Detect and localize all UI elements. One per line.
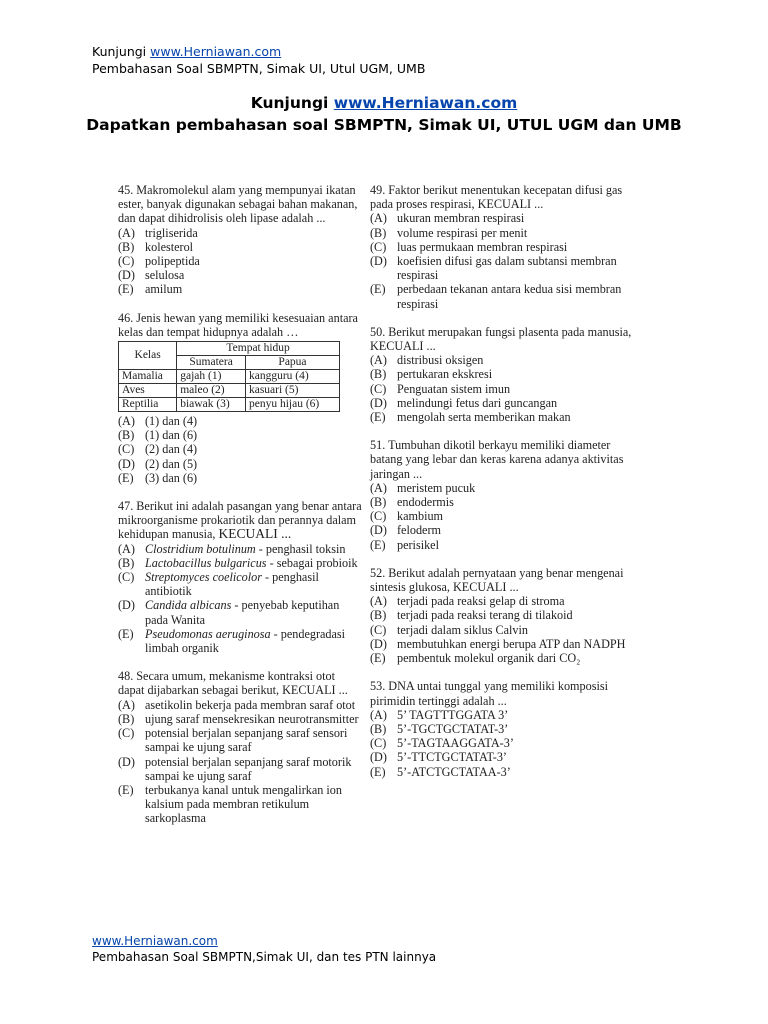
options-list	[370, 481, 640, 552]
option-letter: (A)	[118, 414, 135, 429]
option-text: 5’-ATCTGCTATAA-3’	[397, 764, 511, 779]
option-text: polipeptida	[145, 254, 200, 269]
option-letter: (E)	[370, 537, 386, 552]
answer-option	[370, 396, 640, 410]
answer-option	[118, 783, 363, 826]
footer-site-line	[92, 933, 218, 949]
option-text: terjadi dalam siklus Calvin	[397, 622, 528, 637]
option-text: (1) dan (6)	[145, 428, 198, 443]
option-text: asetikolin bekerja pada membran saraf otot	[145, 697, 356, 712]
option-text: pembentuk molekul organik dari CO₂	[397, 651, 581, 666]
options-list	[118, 414, 363, 485]
header-visit-label: Kunjungi	[92, 44, 147, 59]
option-letter: (C)	[118, 254, 135, 269]
answer-option	[370, 750, 640, 764]
option-text: (1) dan (4)	[145, 414, 198, 429]
species-name: Pseudomonas aeruginosa	[145, 626, 271, 641]
option-letter: (E)	[370, 764, 386, 779]
question-stem: 50. Berikut merupakan fungsi plasenta pada manusia, KECUALI ...	[370, 324, 632, 354]
option-text: melindungi fetus dari guncangan	[397, 395, 558, 410]
title-line2: Dapatkan pembahasan soal SBMPTN, Simak UI, UTUL UGM dan UMB	[86, 116, 682, 134]
option-text: perbedaan tekanan antara kedua sisi membran respirasi	[397, 282, 622, 311]
answer-option	[118, 471, 363, 485]
option-role: - penghasil antibiotik	[145, 570, 319, 599]
option-letter: (C)	[118, 726, 135, 741]
option-text: terjadi pada reaksi gelap di stroma	[397, 594, 565, 609]
question-53	[370, 679, 640, 778]
habitat-table	[118, 341, 340, 412]
answer-option	[118, 457, 363, 471]
answer-option	[370, 523, 640, 537]
option-text: selulosa	[145, 268, 185, 283]
option-role: - sebagai probioik	[266, 555, 358, 570]
question-52	[370, 566, 640, 665]
option-text: terjadi pada reaksi terang di tilakoid	[397, 608, 573, 623]
answer-option	[370, 367, 640, 381]
option-text	[145, 542, 363, 556]
option-text: luas permukaan membran respirasi	[397, 239, 568, 254]
option-text: 5’ TAGTTTGGATA 3’	[397, 707, 509, 722]
question-number: 46.	[118, 310, 134, 325]
option-text: distribusi oksigen	[397, 353, 484, 368]
answer-option	[118, 570, 363, 598]
option-text: perisikel	[397, 537, 439, 552]
option-letter: (C)	[370, 239, 387, 254]
question-number: 47.	[118, 499, 134, 514]
question-number: 52.	[370, 565, 386, 580]
option-letter: (B)	[370, 367, 387, 382]
option-role: - penyebab keputihan pada Wanita	[145, 598, 340, 627]
table-row: Reptilia biawak (3) penyu hijau (6)	[119, 398, 340, 412]
option-letter: (C)	[118, 442, 135, 457]
answer-option	[370, 382, 640, 396]
option-text: ukuran membran respirasi	[397, 211, 525, 226]
option-text: mengolah serta memberikan makan	[397, 410, 571, 425]
question-47	[118, 499, 363, 655]
option-text: Penguatan sistem imun	[397, 381, 511, 396]
option-text: (3) dan (6)	[145, 470, 198, 485]
option-letter: (B)	[370, 495, 387, 510]
question-stem: 46. Jenis hewan yang memiliki kesesuaian antara kelas dan tempat hidupnya adalah …	[118, 310, 358, 339]
option-text: trigliserida	[145, 225, 198, 240]
answer-option	[370, 722, 640, 736]
question-48	[118, 669, 363, 825]
options-list	[370, 708, 640, 779]
answer-option	[118, 712, 363, 726]
option-letter: (C)	[370, 736, 387, 751]
question-51	[370, 438, 640, 552]
answer-option	[370, 608, 640, 622]
option-letter: (A)	[118, 541, 135, 556]
species-name: Clostridium botulinum	[145, 541, 256, 556]
option-text: 5’-TGCTGCTATAT-3’	[397, 721, 509, 736]
options-list	[370, 211, 640, 310]
answer-option	[118, 254, 363, 268]
option-letter: (C)	[370, 509, 387, 524]
answer-option	[370, 736, 640, 750]
question-46	[118, 311, 363, 485]
option-letter: (A)	[118, 225, 135, 240]
question-number: 45.	[118, 183, 134, 197]
option-letter: (D)	[118, 456, 135, 471]
option-letter: (E)	[118, 282, 134, 297]
option-letter: (B)	[118, 428, 135, 443]
option-text: kolesterol	[145, 239, 194, 254]
option-letter: (A)	[370, 353, 387, 368]
footer-text: Pembahasan Soal SBMPTN,Simak UI, dan tes PTN lainnya	[92, 950, 437, 964]
answer-option	[118, 598, 363, 626]
question-number: 53.	[370, 679, 386, 694]
header-subtitle: Pembahasan Soal SBMPTN, Simak UI, Utul UGM, UMB	[92, 61, 426, 76]
question-50	[370, 325, 640, 424]
species-name: Streptomyces coelicolor	[145, 570, 262, 585]
title-visit-label: Kunjungi	[250, 94, 329, 112]
answer-option	[370, 226, 640, 240]
options-list	[118, 226, 363, 297]
left-column	[118, 183, 363, 840]
option-letter: (E)	[118, 626, 134, 641]
answer-option	[370, 254, 640, 282]
options-list	[118, 698, 363, 826]
answer-option	[370, 481, 640, 495]
table-row: Aves maleo (2) kasuari (5)	[119, 384, 340, 398]
answer-option	[370, 353, 640, 367]
answer-option	[118, 268, 363, 282]
option-letter: (D)	[370, 750, 387, 765]
option-text: (2) dan (4)	[145, 442, 198, 457]
answer-option	[370, 765, 640, 779]
option-letter: (D)	[370, 395, 387, 410]
answer-option	[118, 240, 363, 254]
option-text: meristem pucuk	[397, 480, 476, 495]
option-text: potensial berjalan sepanjang saraf motorik sampai ke ujung saraf	[145, 754, 352, 783]
option-text: 5’-TTCTGCTATAT-3’	[397, 750, 507, 765]
option-text: (2) dan (5)	[145, 456, 198, 471]
option-text: feloderm	[397, 523, 441, 538]
options-list	[370, 353, 640, 424]
option-letter: (B)	[118, 555, 135, 570]
option-letter: (D)	[118, 598, 135, 613]
answer-option	[370, 509, 640, 523]
option-letter: (E)	[370, 651, 386, 666]
species-name: Candida albicans	[145, 598, 232, 613]
option-letter: (E)	[118, 470, 134, 485]
option-letter: (A)	[370, 480, 387, 495]
question-stem: 45. Makromolekul alam yang mempunyai ikatan ester, banyak digunakan sebagai bahan makanan, dan dapat dihidrolisis oleh lipase adalah ...	[118, 183, 358, 226]
option-text	[145, 627, 363, 655]
option-letter: (A)	[370, 211, 387, 226]
question-number: 49.	[370, 183, 386, 197]
answer-option	[118, 556, 363, 570]
answer-option	[370, 637, 640, 651]
footer-site-link[interactable]: www.Herniawan.com	[92, 934, 218, 948]
option-letter: (B)	[370, 721, 387, 736]
answer-option	[118, 414, 363, 428]
option-letter: (E)	[118, 782, 134, 797]
right-column	[370, 183, 640, 793]
option-letter: (D)	[370, 523, 387, 538]
option-text: endodermis	[397, 495, 454, 510]
header-site-link[interactable]: www.Herniawan.com	[150, 44, 282, 59]
option-letter: (A)	[370, 594, 387, 609]
answer-option	[370, 282, 640, 310]
answer-option	[370, 240, 640, 254]
option-letter: (B)	[370, 608, 387, 623]
option-letter: (C)	[370, 381, 387, 396]
option-letter: (E)	[370, 410, 386, 425]
option-text: terbukanya kanal untuk mengalirkan ion kalsium pada membran retikulum sarkoplasma	[145, 782, 342, 826]
col-sumatera: Sumatera	[177, 356, 246, 370]
answer-option	[370, 594, 640, 608]
option-letter: (B)	[118, 711, 135, 726]
option-text: membutuhkan energi berupa ATP dan NADPH	[397, 636, 626, 651]
answer-option	[118, 726, 363, 754]
answer-option	[118, 627, 363, 655]
option-text: amilum	[145, 282, 183, 297]
col-tempat-hidup: Tempat hidup	[177, 342, 340, 356]
option-text: volume respirasi per menit	[397, 225, 528, 240]
answer-option	[370, 708, 640, 722]
answer-option	[118, 282, 363, 296]
answer-option	[370, 538, 640, 552]
answer-option	[118, 755, 363, 783]
title-site-link[interactable]: www.Herniawan.com	[333, 94, 518, 112]
option-letter: (E)	[370, 282, 386, 297]
option-letter: (D)	[370, 254, 387, 269]
question-number: 51.	[370, 438, 386, 453]
table-row: Mamalia gajah (1) kangguru (4)	[119, 370, 340, 384]
answer-option	[118, 698, 363, 712]
option-text: 5’-TAGTAAGGATA-3’	[397, 736, 514, 751]
question-49	[370, 183, 640, 311]
option-text: ujung saraf mensekresikan neurotransmitter	[145, 711, 359, 726]
answer-option	[370, 623, 640, 637]
option-text	[145, 556, 363, 570]
title-visit-line	[0, 93, 768, 113]
answer-option	[370, 495, 640, 509]
option-text	[145, 570, 363, 598]
option-text: koefisien difusi gas dalam subtansi membran respirasi	[397, 254, 617, 283]
question-stem: 53. DNA untai tunggal yang memiliki komposisi pirimidin tertinggi adalah ...	[370, 679, 608, 708]
col-kelas: Kelas	[119, 342, 177, 370]
answer-option	[370, 211, 640, 225]
question-45	[118, 183, 363, 297]
question-number: 50.	[370, 324, 386, 339]
option-role: - penghasil toksin	[255, 541, 346, 556]
option-letter: (A)	[370, 707, 387, 722]
option-role: - pendegradasi limbah organik	[145, 626, 346, 656]
answer-option	[118, 226, 363, 240]
question-stem: 47. Berikut ini adalah pasangan yang benar antara mikroorganisme prokariotik dan perannya dalam kehidupan manusia, KECUALI ...	[118, 499, 362, 542]
option-letter: (B)	[370, 225, 387, 240]
option-text: pertukaran ekskresi	[397, 367, 493, 382]
options-list	[118, 542, 363, 656]
option-letter: (B)	[118, 239, 135, 254]
species-name: Lactobacillus bulgaricus	[145, 555, 267, 570]
answer-option	[118, 442, 363, 456]
option-letter: (C)	[370, 622, 387, 637]
options-list	[370, 594, 640, 665]
col-papua: Papua	[245, 356, 339, 370]
option-letter: (D)	[118, 754, 135, 769]
question-stem: 52. Berikut adalah pernyataan yang benar mengenai sintesis glukosa, KECUALI ...	[370, 565, 624, 595]
header-visit-line	[92, 43, 281, 60]
question-number: 48.	[118, 669, 134, 684]
option-text: kambium	[397, 509, 444, 524]
option-text	[145, 598, 363, 626]
question-stem: 48. Secara umum, mekanisme kontraksi otot dapat dijabarkan sebagai berikut, KECUALI ...	[118, 669, 348, 698]
question-stem: 49. Faktor berikut menentukan kecepatan difusi gas pada proses respirasi, KECUALI ...	[370, 183, 623, 212]
option-letter: (D)	[370, 636, 387, 651]
option-letter: (C)	[118, 570, 135, 585]
option-letter: (D)	[118, 268, 135, 283]
option-letter: (A)	[118, 697, 135, 712]
answer-option	[118, 428, 363, 442]
answer-option	[118, 542, 363, 556]
option-text: potensial berjalan sepanjang saraf sensori sampai ke ujung saraf	[145, 726, 348, 755]
answer-option	[370, 410, 640, 424]
question-stem: 51. Tumbuhan dikotil berkayu memiliki diameter batang yang lebar dan keras karena adanya aktivitas jaringan ...	[370, 438, 624, 481]
answer-option	[370, 651, 640, 665]
